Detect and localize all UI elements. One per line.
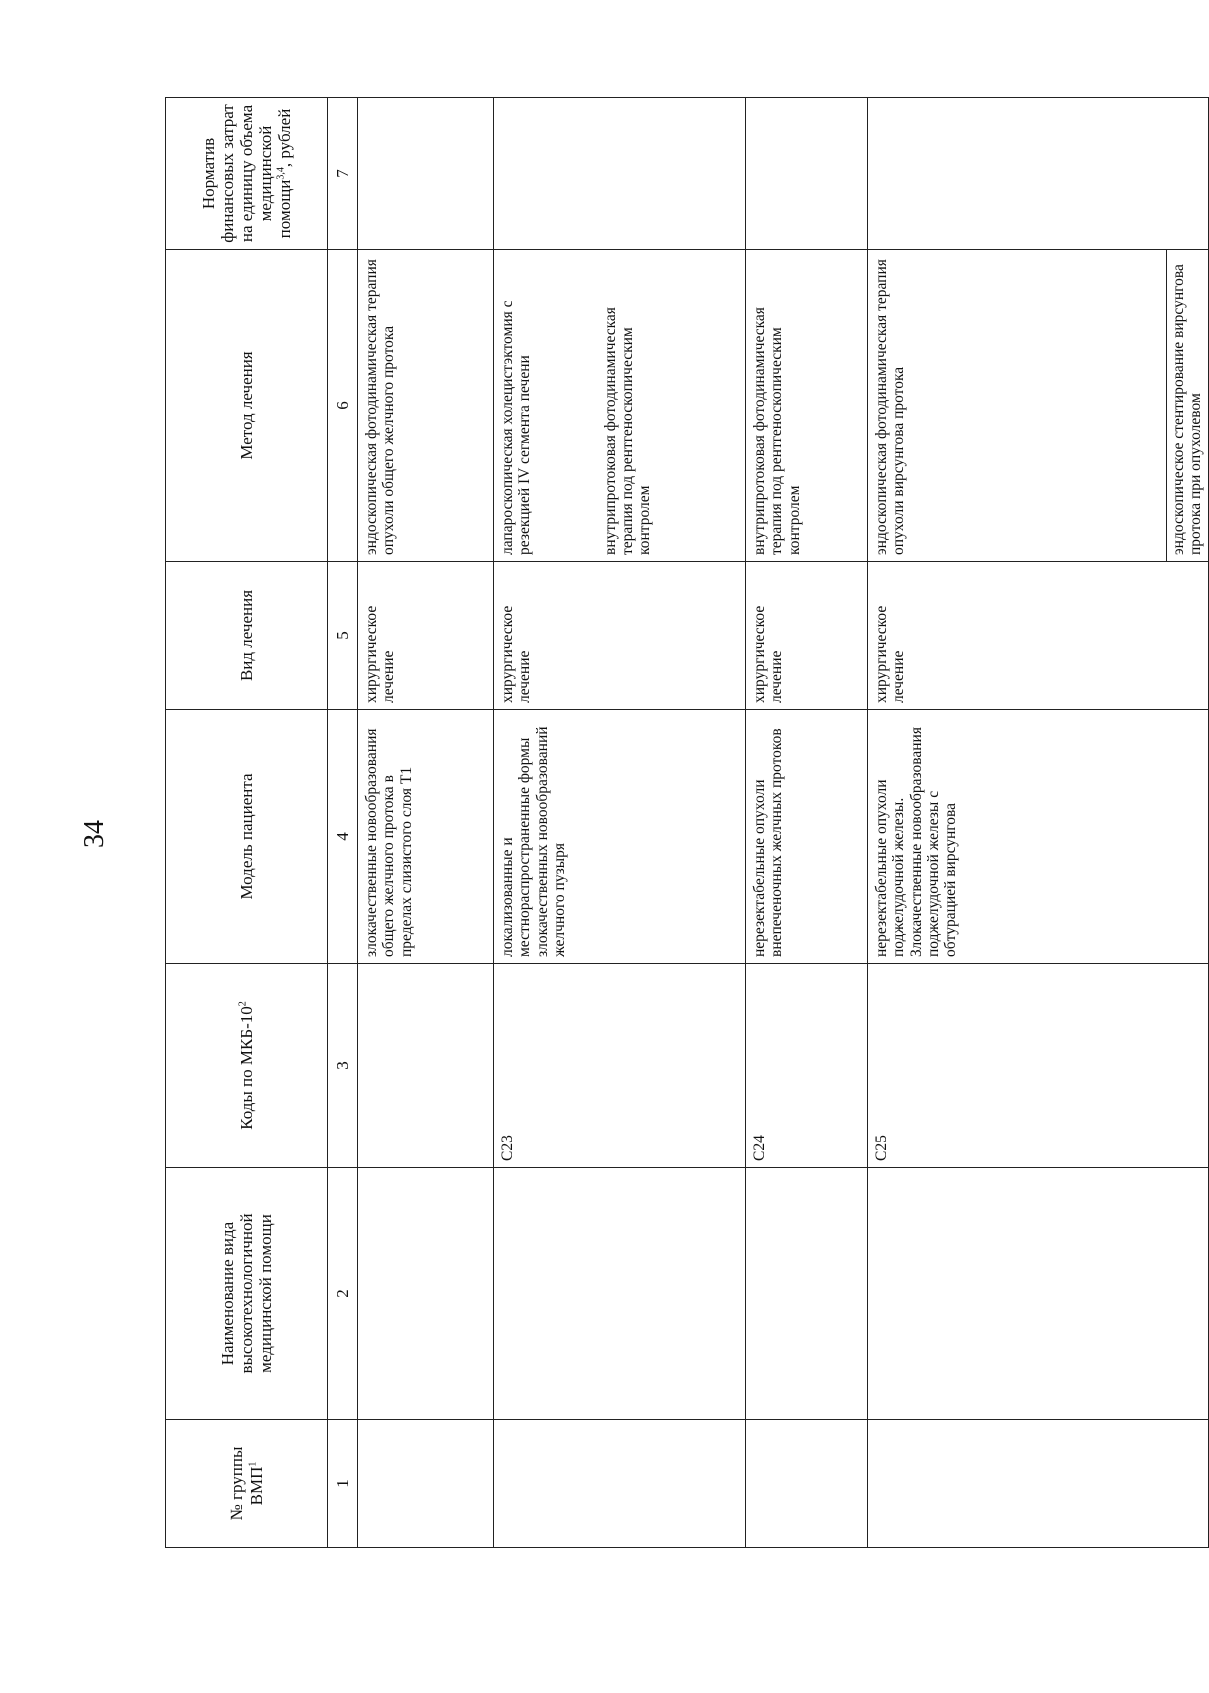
col-number: 3: [328, 964, 358, 1168]
cell-vmp-type: [494, 1168, 746, 1420]
col-number: 5: [328, 562, 358, 710]
table-row: [494, 98, 746, 1548]
cell-treatment-method: эндоскопическая фотодинамическая терапия опухоли общего желчного протока: [358, 250, 494, 562]
table-row: [746, 98, 868, 1548]
cell-treatment-type: хирургическое лечение: [358, 562, 494, 710]
cell-group-number: [494, 1420, 746, 1548]
cell-patient-model: локализованные и местнораспространенные формы злокачественных новообразований желчного пузыря: [494, 710, 746, 964]
cell-group-number: [358, 1420, 494, 1548]
header-group-number: № группы ВМП$^1$: [166, 1420, 328, 1548]
cell-treatment-type: хирургическое лечение: [868, 562, 1209, 710]
cell-patient-model: злокачественные новообразования общего желчного протока в пределах слизистого слоя T1: [358, 710, 494, 964]
col-number: 4: [328, 710, 358, 964]
col-number: 6: [328, 250, 358, 562]
method-endoscopic-pdt: эндоскопическая фотодинамическая терапия опухоли вирсунгова протока: [873, 259, 908, 555]
header-cost-norm: Норматив финансовых затрат на единицу объема медицинской помощи$^{3,4}$, рублей: [166, 98, 328, 250]
cell-treatment-method: [868, 250, 1209, 562]
table-row: [868, 98, 1209, 1548]
method-laparoscopic: лапароскопическая холецистэктомия с резекцией IV сегмента печени: [499, 300, 534, 555]
cell-icd-code: C23: [494, 964, 746, 1168]
header-treatment-method: Метод лечения: [166, 250, 328, 562]
table-row: [358, 98, 494, 1548]
cell-cost-norm: [494, 98, 746, 250]
cell-treatment-method: [494, 250, 746, 562]
header-vmp-type: Наименование вида высокотехнологичной медицинской помощи: [166, 1168, 328, 1420]
cell-treatment-type: хирургическое лечение: [746, 562, 868, 710]
header-row: [166, 98, 328, 1548]
cell-treatment-method: внутрипротоковая фотодинамическая терапия под рентгеноскопическим контролем: [746, 250, 868, 562]
cell-cost-norm: [358, 98, 494, 250]
cell-treatment-type: хирургическое лечение: [494, 562, 746, 710]
rotated-table-wrapper: [165, 98, 1205, 1548]
cell-cost-norm: [868, 98, 1209, 250]
cell-vmp-type: [868, 1168, 1209, 1420]
cell-patient-model: нерезектабельные опухоли внепеченочных желчных протоков: [746, 710, 868, 964]
cell-patient-model: нерезектабельные опухоли поджелудочной железы. Злокачественные новообразования поджелудочной железы с обтурацией вирсунгова: [868, 710, 1209, 964]
page-number: 34: [79, 820, 110, 848]
header-icd-codes: Коды по МКБ-$10^2$: [166, 964, 328, 1168]
cell-icd-code: [358, 964, 494, 1168]
method-endoscopic-stenting: эндоскопическое стентирование вирсунгова протока при опухолевом: [1166, 250, 1208, 561]
method-intraductal-pdt: внутрипротоковая фотодинамическая терапия под рентгеноскопическим контролем: [601, 307, 654, 555]
header-treatment-type: Вид лечения: [166, 562, 328, 710]
cell-group-number: [746, 1420, 868, 1548]
cell-icd-code: C25: [868, 964, 1209, 1168]
column-number-row: [328, 98, 358, 1548]
cell-vmp-type: [746, 1168, 868, 1420]
cell-vmp-type: [358, 1168, 494, 1420]
header-patient-model: Модель пациента: [166, 710, 328, 964]
cell-group-number: [868, 1420, 1209, 1548]
col-number: 7: [328, 98, 358, 250]
cell-cost-norm: [746, 98, 868, 250]
cell-icd-code: C24: [746, 964, 868, 1168]
vmp-table: [165, 97, 1209, 1548]
col-number: 2: [328, 1168, 358, 1420]
col-number: 1: [328, 1420, 358, 1548]
